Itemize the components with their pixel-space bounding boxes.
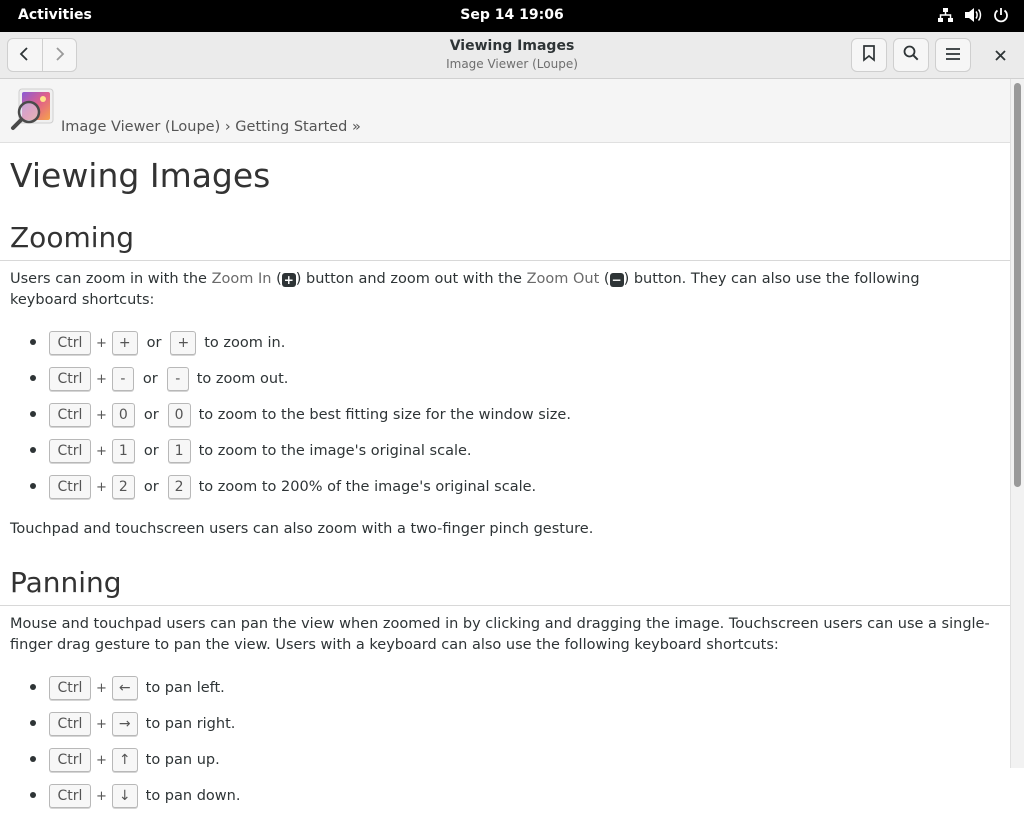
power-icon[interactable] xyxy=(992,6,1010,24)
key-ctrl: Ctrl xyxy=(49,676,91,700)
clock[interactable]: Sep 14 19:06 xyxy=(460,7,564,23)
touch-note: Touchpad and touchscreen users can also zoom with a two-finger pinch gesture. xyxy=(10,521,594,537)
help-content[interactable] xyxy=(0,79,1010,804)
list-item: Ctrl + ↑ to pan up. xyxy=(30,742,1010,778)
list-item: Ctrl + - or - to zoom out. xyxy=(30,361,1010,397)
search-button[interactable] xyxy=(893,38,929,72)
breadcrumb-link-app[interactable]: Image Viewer (Loupe) xyxy=(61,119,221,135)
bookmark-button[interactable] xyxy=(851,38,887,72)
key-up-arrow: ↑ xyxy=(112,748,138,772)
list-item: Ctrl + ↓ to pan down. xyxy=(30,778,1010,814)
key-left-arrow: ← xyxy=(112,676,138,700)
key-ctrl: Ctrl xyxy=(49,403,91,427)
pan-shortcut-list xyxy=(0,670,1010,814)
list-item: Ctrl + ← to pan left. xyxy=(30,670,1010,706)
key-plus: + xyxy=(170,331,196,355)
key-2: 2 xyxy=(112,475,135,499)
header-bar xyxy=(0,32,1024,79)
hamburger-menu-icon xyxy=(945,46,961,65)
breadcrumb-bar xyxy=(0,79,1010,143)
list-item: Ctrl + 1 or 1 to zoom to the image's original scale. xyxy=(30,433,1010,469)
window-subtitle: Image Viewer (Loupe) xyxy=(446,57,578,71)
section-heading-zooming: Zooming xyxy=(0,217,1010,261)
key-minus: - xyxy=(112,367,134,391)
zooming-intro: Users can zoom in with the Zoom In ( + ) button and zoom out with the Zoom Out ( − ) button. They can also use the following keyboard shortcuts: xyxy=(10,271,920,308)
top-bar xyxy=(0,0,1024,32)
key-down-arrow: ↓ xyxy=(112,784,138,808)
vertical-scrollbar[interactable] xyxy=(1010,79,1024,768)
network-icon[interactable] xyxy=(936,6,954,24)
image-viewer-app-icon xyxy=(9,87,59,137)
zoom-out-label: Zoom Out xyxy=(526,271,600,287)
zoom-in-label: Zoom In xyxy=(211,271,272,287)
volume-icon[interactable] xyxy=(964,6,982,24)
page-title: Viewing Images xyxy=(10,156,271,195)
key-ctrl: Ctrl xyxy=(49,748,91,772)
close-button[interactable] xyxy=(991,46,1009,64)
breadcrumb-separator: › xyxy=(220,119,236,135)
key-ctrl: Ctrl xyxy=(49,367,91,391)
breadcrumb-trail: » xyxy=(347,119,361,135)
scrollbar-thumb[interactable] xyxy=(1014,83,1021,487)
key-0: 0 xyxy=(112,403,135,427)
search-icon xyxy=(903,45,919,65)
main-menu-button[interactable] xyxy=(935,38,971,72)
panning-intro: Mouse and touchpad users can pan the view when zoomed in by clicking and dragging the image. Touchscreen users can use a single-finger drag gesture to pan the view. Users with a keyboard can also use the following keyboard shortcuts: xyxy=(10,616,990,653)
breadcrumb xyxy=(61,119,361,135)
list-item: Ctrl + + or + to zoom in. xyxy=(30,325,1010,361)
zoom-in-icon: + xyxy=(283,273,294,287)
breadcrumb-link-getting-started[interactable]: Getting Started xyxy=(235,119,348,135)
key-1: 1 xyxy=(112,439,135,463)
key-2: 2 xyxy=(168,475,191,499)
list-item: Ctrl + 2 or 2 to zoom to 200% of the image's original scale. xyxy=(30,469,1010,505)
key-ctrl: Ctrl xyxy=(49,712,91,736)
window-title: Viewing Images xyxy=(449,38,575,54)
close-icon xyxy=(995,46,1006,65)
key-ctrl: Ctrl xyxy=(49,439,91,463)
key-0: 0 xyxy=(168,403,191,427)
key-right-arrow: → xyxy=(112,712,138,736)
list-item: Ctrl + 0 or 0 to zoom to the best fitting size for the window size. xyxy=(30,397,1010,433)
key-ctrl: Ctrl xyxy=(49,784,91,808)
zoom-shortcut-list xyxy=(0,325,1010,505)
list-item: Ctrl + → to pan right. xyxy=(30,706,1010,742)
bookmark-icon xyxy=(862,45,876,65)
key-minus: - xyxy=(167,367,189,391)
activities-button[interactable]: Activities xyxy=(18,7,92,23)
key-1: 1 xyxy=(168,439,191,463)
system-tray[interactable] xyxy=(936,6,1010,24)
key-ctrl: Ctrl xyxy=(49,331,91,355)
section-heading-panning: Panning xyxy=(0,562,1010,606)
zoom-out-icon: − xyxy=(611,273,622,287)
key-plus: + xyxy=(112,331,138,355)
key-ctrl: Ctrl xyxy=(49,475,91,499)
